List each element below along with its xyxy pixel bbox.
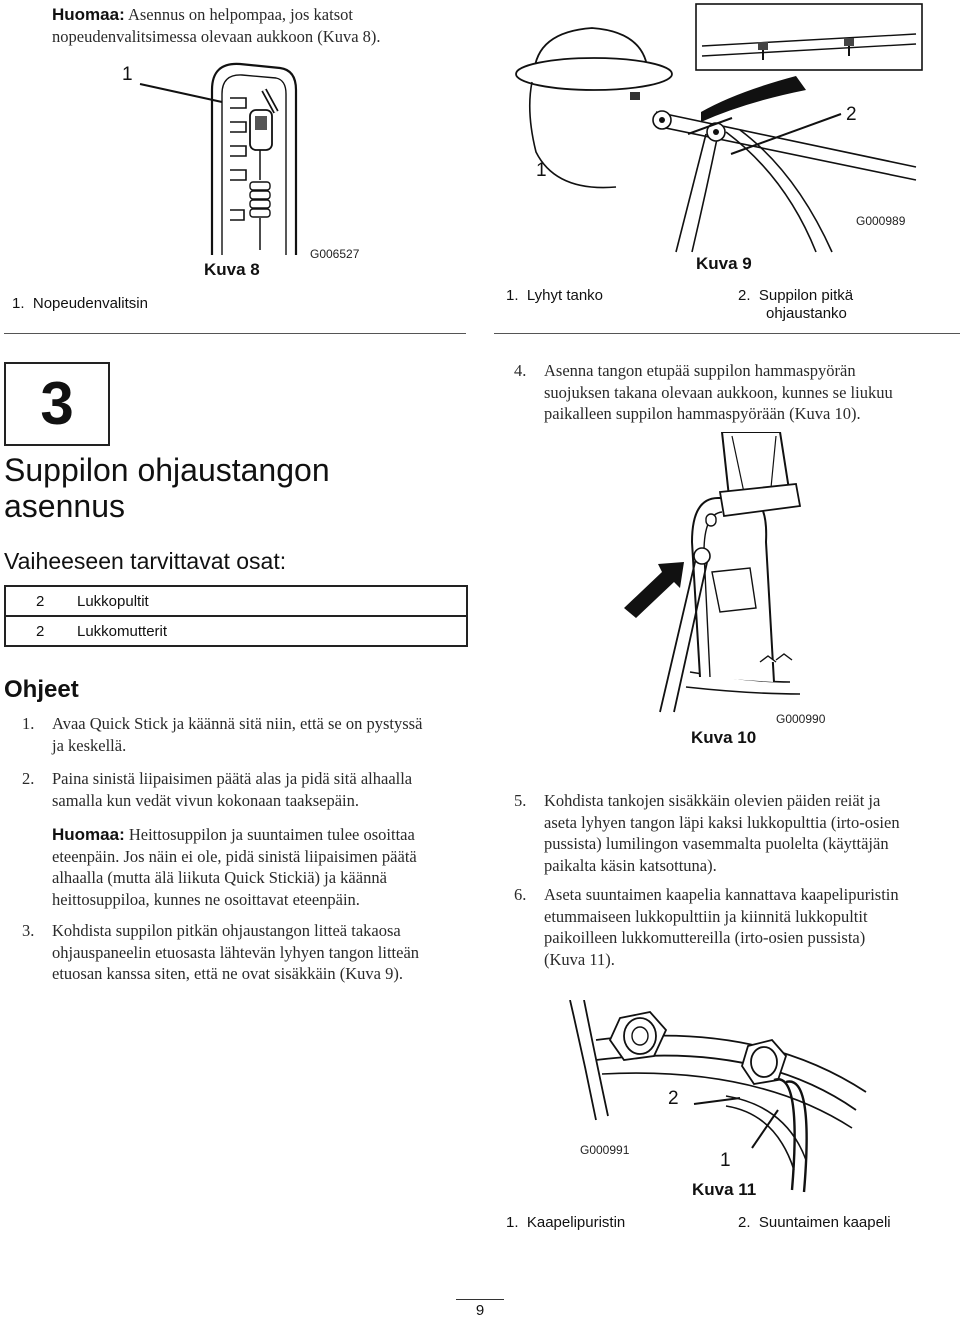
- chute-gear-illustration: [600, 432, 900, 752]
- step-number: 5.: [514, 791, 527, 810]
- cable-clamp-illustration: [556, 1000, 926, 1205]
- legend-number: 1.: [506, 1214, 519, 1231]
- parts-heading: Vaiheeseen tarvittavat osat:: [4, 548, 287, 574]
- step-text-line: paikoilleen lukkomuttereilla (irto-osien pussista): [544, 928, 866, 947]
- parts-row: [5, 586, 467, 616]
- figure-9-legend-1: [506, 287, 603, 305]
- step-text-line: aseta lyhyen tangon läpi kaksi lukkopulttia (irto-osien: [544, 812, 900, 832]
- figure-code: G000990: [776, 712, 826, 726]
- step-text-line: (Kuva 11).: [544, 949, 615, 969]
- step-text-line: etummaiseen lukkopulttiin ja kiinnitä lukkopultit: [544, 906, 868, 926]
- rod-connection-illustration: [496, 2, 958, 282]
- note-text: Heittosuppilon ja suuntaimen tulee osoittaa: [128, 825, 415, 844]
- legend-number: 1.: [12, 295, 25, 312]
- parts-table: [4, 585, 468, 647]
- callout-1: 1: [536, 160, 547, 181]
- figure-code: G006527: [310, 247, 360, 261]
- step-number: 2.: [22, 769, 35, 788]
- legend-text: Suppilon pitkä: [758, 287, 854, 304]
- note-text-line: eteenpäin. Jos näin ei ole, pidä sinistä liipaisimen päätä: [52, 846, 417, 866]
- note-text-line: alhaalla (mutta älä liikuta Quick Stickiä) ja käännä: [52, 868, 387, 887]
- step-text-line: Kohdista tankojen sisäkkäin olevien päiden reiät ja: [544, 791, 881, 810]
- part-name: Lukkomutterit: [71, 616, 467, 646]
- figure-code: G000991: [580, 1143, 630, 1157]
- step-5: [514, 790, 954, 876]
- figure-11: [556, 1000, 926, 1205]
- legend-text: Lyhyt tanko: [526, 287, 604, 304]
- figure-9-legend-2: [738, 287, 853, 323]
- step-text-line: paikalta käsin katsottuna).: [544, 855, 717, 875]
- step-4: [514, 360, 954, 425]
- callout-1: 1: [720, 1150, 731, 1171]
- page-number-rule: [456, 1299, 504, 1300]
- step-text-line: etuosan kanssa siten, että ne ovat sisäkkäin (Kuva 9).: [52, 964, 403, 983]
- callout-1: 1: [122, 64, 133, 85]
- step-6: [514, 884, 954, 970]
- figure-caption: Kuva 8: [204, 260, 260, 279]
- section-title-line2: asennus: [4, 488, 125, 524]
- figure-11-legend-1: [506, 1214, 625, 1232]
- callout-2: 2: [846, 104, 857, 125]
- legend-number: 1.: [506, 287, 519, 304]
- figure-caption: Kuva 9: [696, 254, 752, 273]
- section-title-line1: Suppilon ohjaustangon: [4, 452, 330, 488]
- note-text-line2: nopeudenvalitsimessa olevaan aukkoon (Kuva 8).: [52, 26, 381, 46]
- legend-text: Suuntaimen kaapeli: [758, 1214, 891, 1231]
- step-text-line: paikalleen suppilon hammaspyörään (Kuva 10).: [544, 404, 861, 423]
- step-text-line: pussista) lumilingon vasemmalta puolelta (käyttäjän: [544, 834, 889, 853]
- step-2: [22, 768, 482, 811]
- parts-row: [5, 616, 467, 646]
- step-text-line: Aseta suuntaimen kaapelia kannattava kaapelipuristin: [544, 885, 899, 904]
- part-name: Lukkopultit: [71, 586, 467, 616]
- procedure-heading: Ohjeet: [4, 676, 79, 703]
- legend-text: Kaapelipuristin: [526, 1214, 626, 1231]
- step-1: [22, 713, 482, 756]
- step-text-line: Paina sinistä liipaisimen päätä alas ja pidä sitä alhaalla: [52, 769, 413, 788]
- step-number: 4.: [514, 361, 527, 380]
- note-text-line: heittosuppiloa, kunnes ne osoittavat eteenpäin.: [52, 889, 360, 909]
- legend-number: 2.: [738, 287, 751, 304]
- note-text: Asennus on helpompaa, jos katsot: [127, 5, 353, 24]
- part-qty: 2: [5, 616, 71, 646]
- legend-text: Nopeudenvalitsin: [32, 295, 148, 312]
- step-number: 6.: [514, 885, 527, 904]
- figure-caption: Kuva 10: [691, 728, 757, 747]
- figure-11-legend-2: [738, 1214, 891, 1232]
- step-number: 1.: [22, 714, 35, 733]
- step-text-line: suojuksen takana olevaan aukkoon, kunnes se liukuu: [544, 382, 893, 402]
- note-label: Huomaa:: [52, 825, 125, 844]
- figure-10: [600, 432, 900, 752]
- step-text-line: ja keskellä.: [52, 735, 127, 755]
- step-text-line: Avaa Quick Stick ja käännä sitä niin, että se on pystyssä: [52, 714, 423, 733]
- legend-number: 2.: [738, 1214, 751, 1231]
- figure-code: G000989: [856, 214, 906, 228]
- note-top: [52, 4, 472, 47]
- step-text-line: ohjauspaneelin etuosasta lähtevän lyhyen tangon litteän: [52, 942, 420, 962]
- step-text-line: Kohdista suppilon pitkän ohjaustangon litteä takaosa: [52, 921, 401, 940]
- figure-8-legend: [12, 295, 148, 313]
- step-number: 3: [40, 370, 74, 437]
- part-qty: 2: [5, 586, 71, 616]
- speed-selector-illustration: [100, 50, 470, 290]
- divider: [494, 333, 960, 334]
- divider: [4, 333, 466, 334]
- note-mid: [52, 824, 482, 910]
- step-text-line: Asenna tangon etupää suppilon hammaspyörän: [544, 361, 856, 380]
- step-text-line: samalla kun vedät vivun kokonaan taaksepäin.: [52, 790, 359, 810]
- figure-8: [100, 50, 470, 290]
- step-3: [22, 920, 482, 985]
- legend-text-line2: ohjaustanko: [766, 305, 847, 322]
- page-number: 9: [475, 1302, 485, 1319]
- callout-2: 2: [668, 1088, 679, 1109]
- section-title: [4, 452, 330, 524]
- figure-caption: Kuva 11: [692, 1180, 757, 1199]
- figure-9: [496, 2, 958, 282]
- step-number: 3.: [22, 921, 35, 940]
- step-badge: [4, 362, 110, 446]
- note-label: Huomaa:: [52, 5, 125, 24]
